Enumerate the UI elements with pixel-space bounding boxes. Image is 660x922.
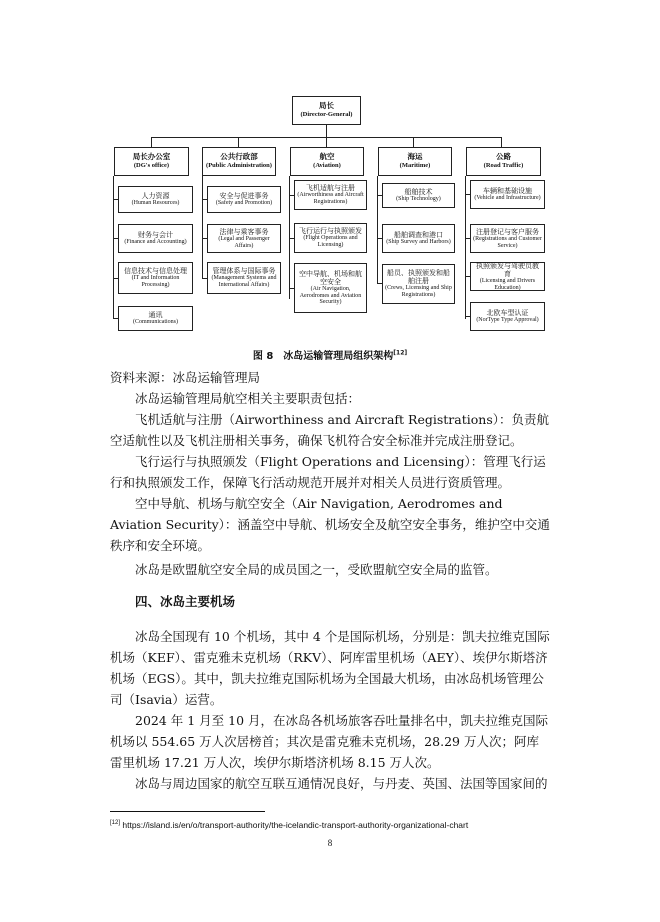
footnote-rule bbox=[110, 811, 265, 812]
figure-caption bbox=[0, 347, 660, 362]
division-dg-office bbox=[114, 147, 189, 176]
division-aviation bbox=[290, 147, 364, 176]
unit-it bbox=[118, 262, 193, 294]
paragraph-flight-ops: 飞行运行与执照颁发（Flight Operations and Licensing）：管理飞行运行和执照颁发工作，保障飞行活动规范开展并对相关人员进行资质管理。 bbox=[110, 454, 546, 490]
section-heading: 四、冰岛主要机场 bbox=[135, 594, 236, 609]
unit-legal-passenger bbox=[207, 224, 281, 253]
paragraph-intro: 冰岛运输管理局航空相关主要职责包括： bbox=[135, 391, 361, 406]
paragraph-airworthiness: 飞机适航与注册（Airworthiness and Aircraft Registrations）：负责航空适航性以及飞机注册相关事务，确保飞机符合安全标准并完成注册登记。 bbox=[110, 412, 549, 448]
unit-airworthiness bbox=[294, 180, 367, 210]
division-label-en: (Aviation) bbox=[313, 162, 341, 170]
paragraph-air-navigation: 空中导航、机场与航空安全（Air Navigation, Aerodromes and Aviation Security）：涵盖空中导航、机场安全及航空安全事务，维护空中交通秩序和安全环境。 bbox=[110, 496, 550, 553]
division-label-zh: 局长办公室 bbox=[132, 152, 171, 162]
division-label-zh: 公共行政部 bbox=[220, 152, 258, 162]
director-box bbox=[292, 96, 361, 125]
figure-caption-text: 图 8 冰岛运输管理局组织架构 bbox=[252, 351, 394, 362]
unit-finance bbox=[118, 224, 193, 253]
unit-label-zh: 人力资源 bbox=[141, 192, 170, 201]
unit-label-zh: 财务与会计 bbox=[138, 231, 173, 240]
unit-label-zh: 注册登记与客户服务 bbox=[476, 227, 539, 236]
unit-ship-survey bbox=[382, 224, 455, 253]
division-road-traffic bbox=[466, 147, 541, 176]
paragraph-airports: 冰岛全国现有 10 个机场，其中 4 个是国际机场，分别是：凯夫拉维克国际机场（KEF）、雷克雅未克机场（RKV）、阿库雷里机场（AEY）、埃伊尔斯塔济机场（EGS）。其中，凯夫拉维克国际机场为全国最大机场，由冰岛机场管理公司（Isavia）运营。 bbox=[110, 629, 550, 707]
unit-label-zh: 飞行运行与执照颁发 bbox=[299, 227, 362, 236]
division-label-zh: 航空 bbox=[319, 152, 335, 162]
unit-label-zh: 车辆和基础设施 bbox=[483, 187, 532, 196]
unit-ship-technology bbox=[382, 183, 455, 208]
unit-label-en: (Flight Operations and Licensing) bbox=[303, 235, 358, 249]
unit-crews-licensing bbox=[382, 264, 455, 304]
unit-licensing-drivers bbox=[470, 262, 545, 291]
unit-label-en: (NorType Type Approval) bbox=[476, 317, 539, 324]
director-zh: 局长 bbox=[319, 101, 334, 111]
unit-management-systems bbox=[207, 262, 281, 294]
unit-label-zh: 船舶技术 bbox=[404, 188, 433, 197]
unit-label-zh: 法律与乘客事务 bbox=[219, 227, 269, 236]
division-label-zh: 海运 bbox=[407, 152, 423, 162]
page-number: 8 bbox=[327, 838, 333, 848]
footnote bbox=[110, 820, 468, 830]
division-label-zh: 公路 bbox=[496, 152, 511, 162]
unit-label-zh: 安全与促进事务 bbox=[219, 192, 269, 201]
division-label-en: (Maritime) bbox=[399, 162, 431, 170]
unit-registrations bbox=[470, 224, 545, 253]
paragraph-connectivity: 冰岛与周边国家的航空互联互通情况良好，与丹麦、英国、法国等国家间的 bbox=[135, 776, 548, 791]
footnote-ref: [12] bbox=[110, 820, 121, 827]
unit-label-en: (Ship Technology) bbox=[396, 196, 441, 203]
unit-safety-promotion bbox=[207, 186, 281, 213]
unit-label-zh: 船舶调查和港口 bbox=[394, 231, 443, 240]
unit-label-en: (Communications) bbox=[133, 319, 178, 326]
unit-label-zh: 船员、执照颁发和船舶注册 bbox=[387, 269, 450, 286]
unit-label-zh: 空中导航、机场和航空安全 bbox=[299, 269, 362, 286]
unit-nortype-approval bbox=[470, 302, 545, 331]
division-public-administration bbox=[202, 147, 276, 176]
division-label-en: (Public Administration) bbox=[206, 162, 272, 170]
division-maritime bbox=[378, 147, 452, 176]
unit-label-en: (Licensing and Drivers Education) bbox=[479, 277, 536, 291]
unit-label-zh: 飞机适航与注册 bbox=[306, 184, 355, 193]
paragraph-easa: 冰岛是欧盟航空安全局的成员国之一，受欧盟航空安全局的监管。 bbox=[135, 562, 498, 577]
unit-communications bbox=[118, 306, 193, 331]
director-en: (Director-General) bbox=[300, 111, 353, 119]
unit-label-en: (Human Resources) bbox=[131, 200, 180, 207]
footnote-link[interactable]: https://island.is/en/o/transport-authority/the-icelandic-transport-authority-organizational-chart bbox=[120, 820, 469, 830]
unit-label-zh: 执照颁发与驾驶员教育 bbox=[476, 261, 539, 278]
unit-label-en: (Safety and Promotion) bbox=[215, 200, 273, 207]
unit-label-en: (Registrations and Customer Service) bbox=[473, 235, 542, 249]
unit-label-zh: 北欧车型认证 bbox=[486, 309, 529, 318]
unit-label-en: (IT and Information Processing) bbox=[131, 275, 180, 289]
paragraph-passenger-stats: 2024 年 1 月至 10 月，在冰岛各机场旅客吞吐量排名中，凯夫拉维克国际机场以 554.65 万人次居榜首；其次是雷克雅未克机场，28.29 万人次；阿库雷里机场 17.21 万人次，埃伊尔斯塔济机场 8.15 万人次。 bbox=[110, 713, 549, 770]
unit-label-en: (Airworthiness and Aircraft Registrations) bbox=[297, 192, 364, 206]
unit-label-zh: 通讯 bbox=[148, 311, 163, 320]
division-label-en: (DG's office) bbox=[133, 162, 170, 170]
figure-caption-ref: [12] bbox=[393, 349, 408, 357]
unit-air-navigation bbox=[294, 263, 367, 313]
unit-flight-operations bbox=[294, 223, 367, 253]
unit-label-zh: 管理体系与国际事务 bbox=[212, 267, 276, 276]
unit-label-zh: 信息技术与信息处理 bbox=[124, 267, 187, 276]
unit-human-resources bbox=[118, 186, 193, 213]
source-line: 资料来源：冰岛运输管理局 bbox=[110, 370, 261, 385]
unit-label-en: (Management Systems and International Affairs) bbox=[211, 275, 277, 289]
unit-label-en: (Finance and Accounting) bbox=[124, 239, 187, 246]
unit-vehicle-infrastructure bbox=[470, 180, 545, 209]
unit-label-en: (Air Navigation, Aerodromes and Aviation Security) bbox=[299, 285, 362, 306]
division-label-en: (Road Traffic) bbox=[483, 162, 524, 170]
unit-label-en: (Crews, Licensing and Ship Registrations) bbox=[385, 285, 452, 299]
unit-label-en: (Legal and Passenger Affairs) bbox=[218, 235, 270, 249]
unit-label-en: (Vehicle and Infrastructure) bbox=[474, 195, 541, 202]
unit-label-en: (Ship Survey and Harbors) bbox=[386, 239, 451, 246]
